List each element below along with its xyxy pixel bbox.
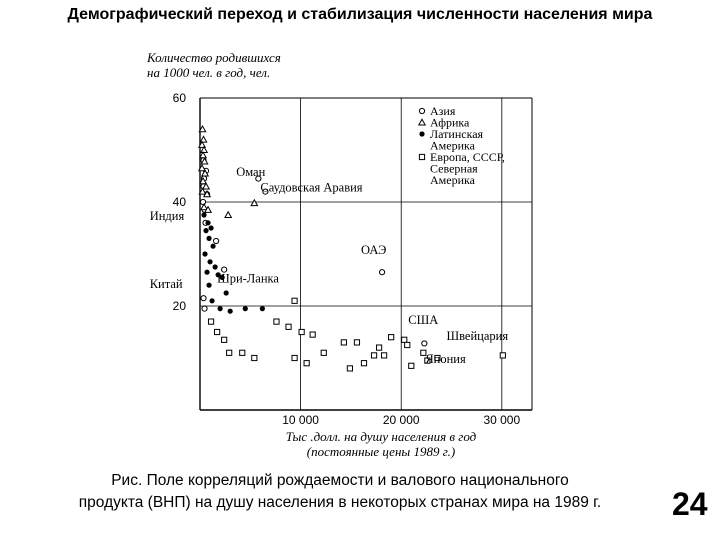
dot-point — [206, 283, 211, 288]
annotations — [150, 165, 509, 366]
square-point — [347, 366, 352, 371]
annotation-label: Япония — [425, 352, 466, 367]
square-point — [500, 353, 505, 358]
legend-label: Америка — [430, 138, 475, 153]
dot-point — [210, 244, 215, 249]
legend-label: Америка — [430, 173, 475, 187]
dot-point — [206, 236, 211, 241]
circle-point — [213, 238, 218, 243]
x-tick-label: 30 000 — [483, 413, 521, 427]
dot-point — [243, 306, 248, 311]
square-point — [371, 353, 376, 358]
y-axis-label-line2: на 1000 чел. в год, чел. — [147, 65, 271, 80]
annotation-label: Китай — [149, 276, 183, 291]
dot-point — [228, 309, 233, 314]
triangle-point — [225, 212, 231, 218]
y-tick-label: 60 — [172, 91, 186, 105]
square-point — [227, 350, 232, 355]
dot-point — [218, 306, 223, 311]
triangle-point — [200, 136, 206, 142]
caption-line-2: продукта (ВНП) на душу населения в некоторых странах мира на 1989 г. — [78, 494, 602, 511]
square-point — [274, 319, 279, 324]
dot-point — [201, 212, 206, 217]
annotation-label: Шри-Ланка — [217, 271, 279, 286]
square-point — [376, 345, 381, 350]
legend — [419, 104, 505, 187]
legend-label: Латинская — [430, 127, 484, 141]
square-point — [389, 335, 394, 340]
legend-label: Европа, СССР, — [430, 150, 505, 164]
dot-point — [208, 225, 213, 230]
legend-label: Северная — [430, 161, 478, 176]
legend-label: Азия — [430, 104, 456, 118]
square-point — [402, 337, 407, 342]
square-point — [240, 350, 245, 355]
x-axis-label-line2: (постоянные цены 1989 г.) — [306, 444, 456, 459]
square-point — [304, 361, 309, 366]
y-axis-label-line1: Количество родившихся — [147, 50, 281, 65]
dot-point — [260, 306, 265, 311]
dot-point — [209, 298, 214, 303]
square-point — [215, 329, 220, 334]
square-point — [286, 324, 291, 329]
annotation-label: Швейцария — [446, 328, 509, 343]
legend-marker-circle — [419, 108, 424, 113]
square-point — [299, 329, 304, 334]
legend-marker-dot — [419, 131, 424, 136]
square-point — [292, 298, 297, 303]
x-axis-label-line1: Тыс .долл. на душу населения в год — [285, 429, 477, 444]
page-number: 24 — [672, 486, 708, 522]
dot-point — [205, 220, 210, 225]
annotation-label: США — [408, 313, 439, 328]
figure-caption — [10, 470, 670, 514]
square-point — [222, 337, 227, 342]
annotation-label: ОАЭ — [360, 243, 387, 257]
legend-marker-square — [419, 154, 424, 159]
circle-point — [202, 306, 207, 311]
square-point — [292, 355, 297, 360]
square-point — [382, 353, 387, 358]
annotation-label: Оман — [236, 165, 266, 179]
square-point — [252, 355, 257, 360]
circle-point — [201, 296, 206, 301]
annotation-label: Саудовская Аравия — [260, 180, 363, 195]
dot-point — [203, 228, 208, 233]
circle-point — [379, 270, 384, 275]
triangle-point — [251, 200, 257, 206]
square-point — [310, 332, 315, 337]
caption-line-1: Рис. Поле корреляций рождаемости и валового национального — [111, 472, 569, 489]
dot-point — [202, 251, 207, 256]
square-point — [341, 340, 346, 345]
slide-title: Демографический переход и стабилизация численности населения мира — [67, 6, 653, 23]
circle-point — [422, 341, 427, 346]
square-point — [354, 340, 359, 345]
y-tick-label: 20 — [172, 299, 186, 313]
annotation-label: Индия — [149, 209, 185, 224]
dot-point — [207, 259, 212, 264]
circle-point — [200, 199, 205, 204]
y-tick-label: 40 — [172, 195, 186, 209]
dot-point — [204, 270, 209, 275]
square-point — [405, 342, 410, 347]
x-tick-label: 10 000 — [282, 413, 319, 427]
square-point — [208, 319, 213, 324]
legend-label: Африка — [430, 115, 470, 130]
square-point — [409, 363, 414, 368]
square-point — [321, 350, 326, 355]
square-point — [361, 361, 366, 366]
dot-point — [212, 264, 217, 269]
x-tick-label: 20 000 — [382, 413, 420, 427]
dot-point — [224, 290, 229, 295]
legend-marker-triangle — [419, 119, 425, 125]
